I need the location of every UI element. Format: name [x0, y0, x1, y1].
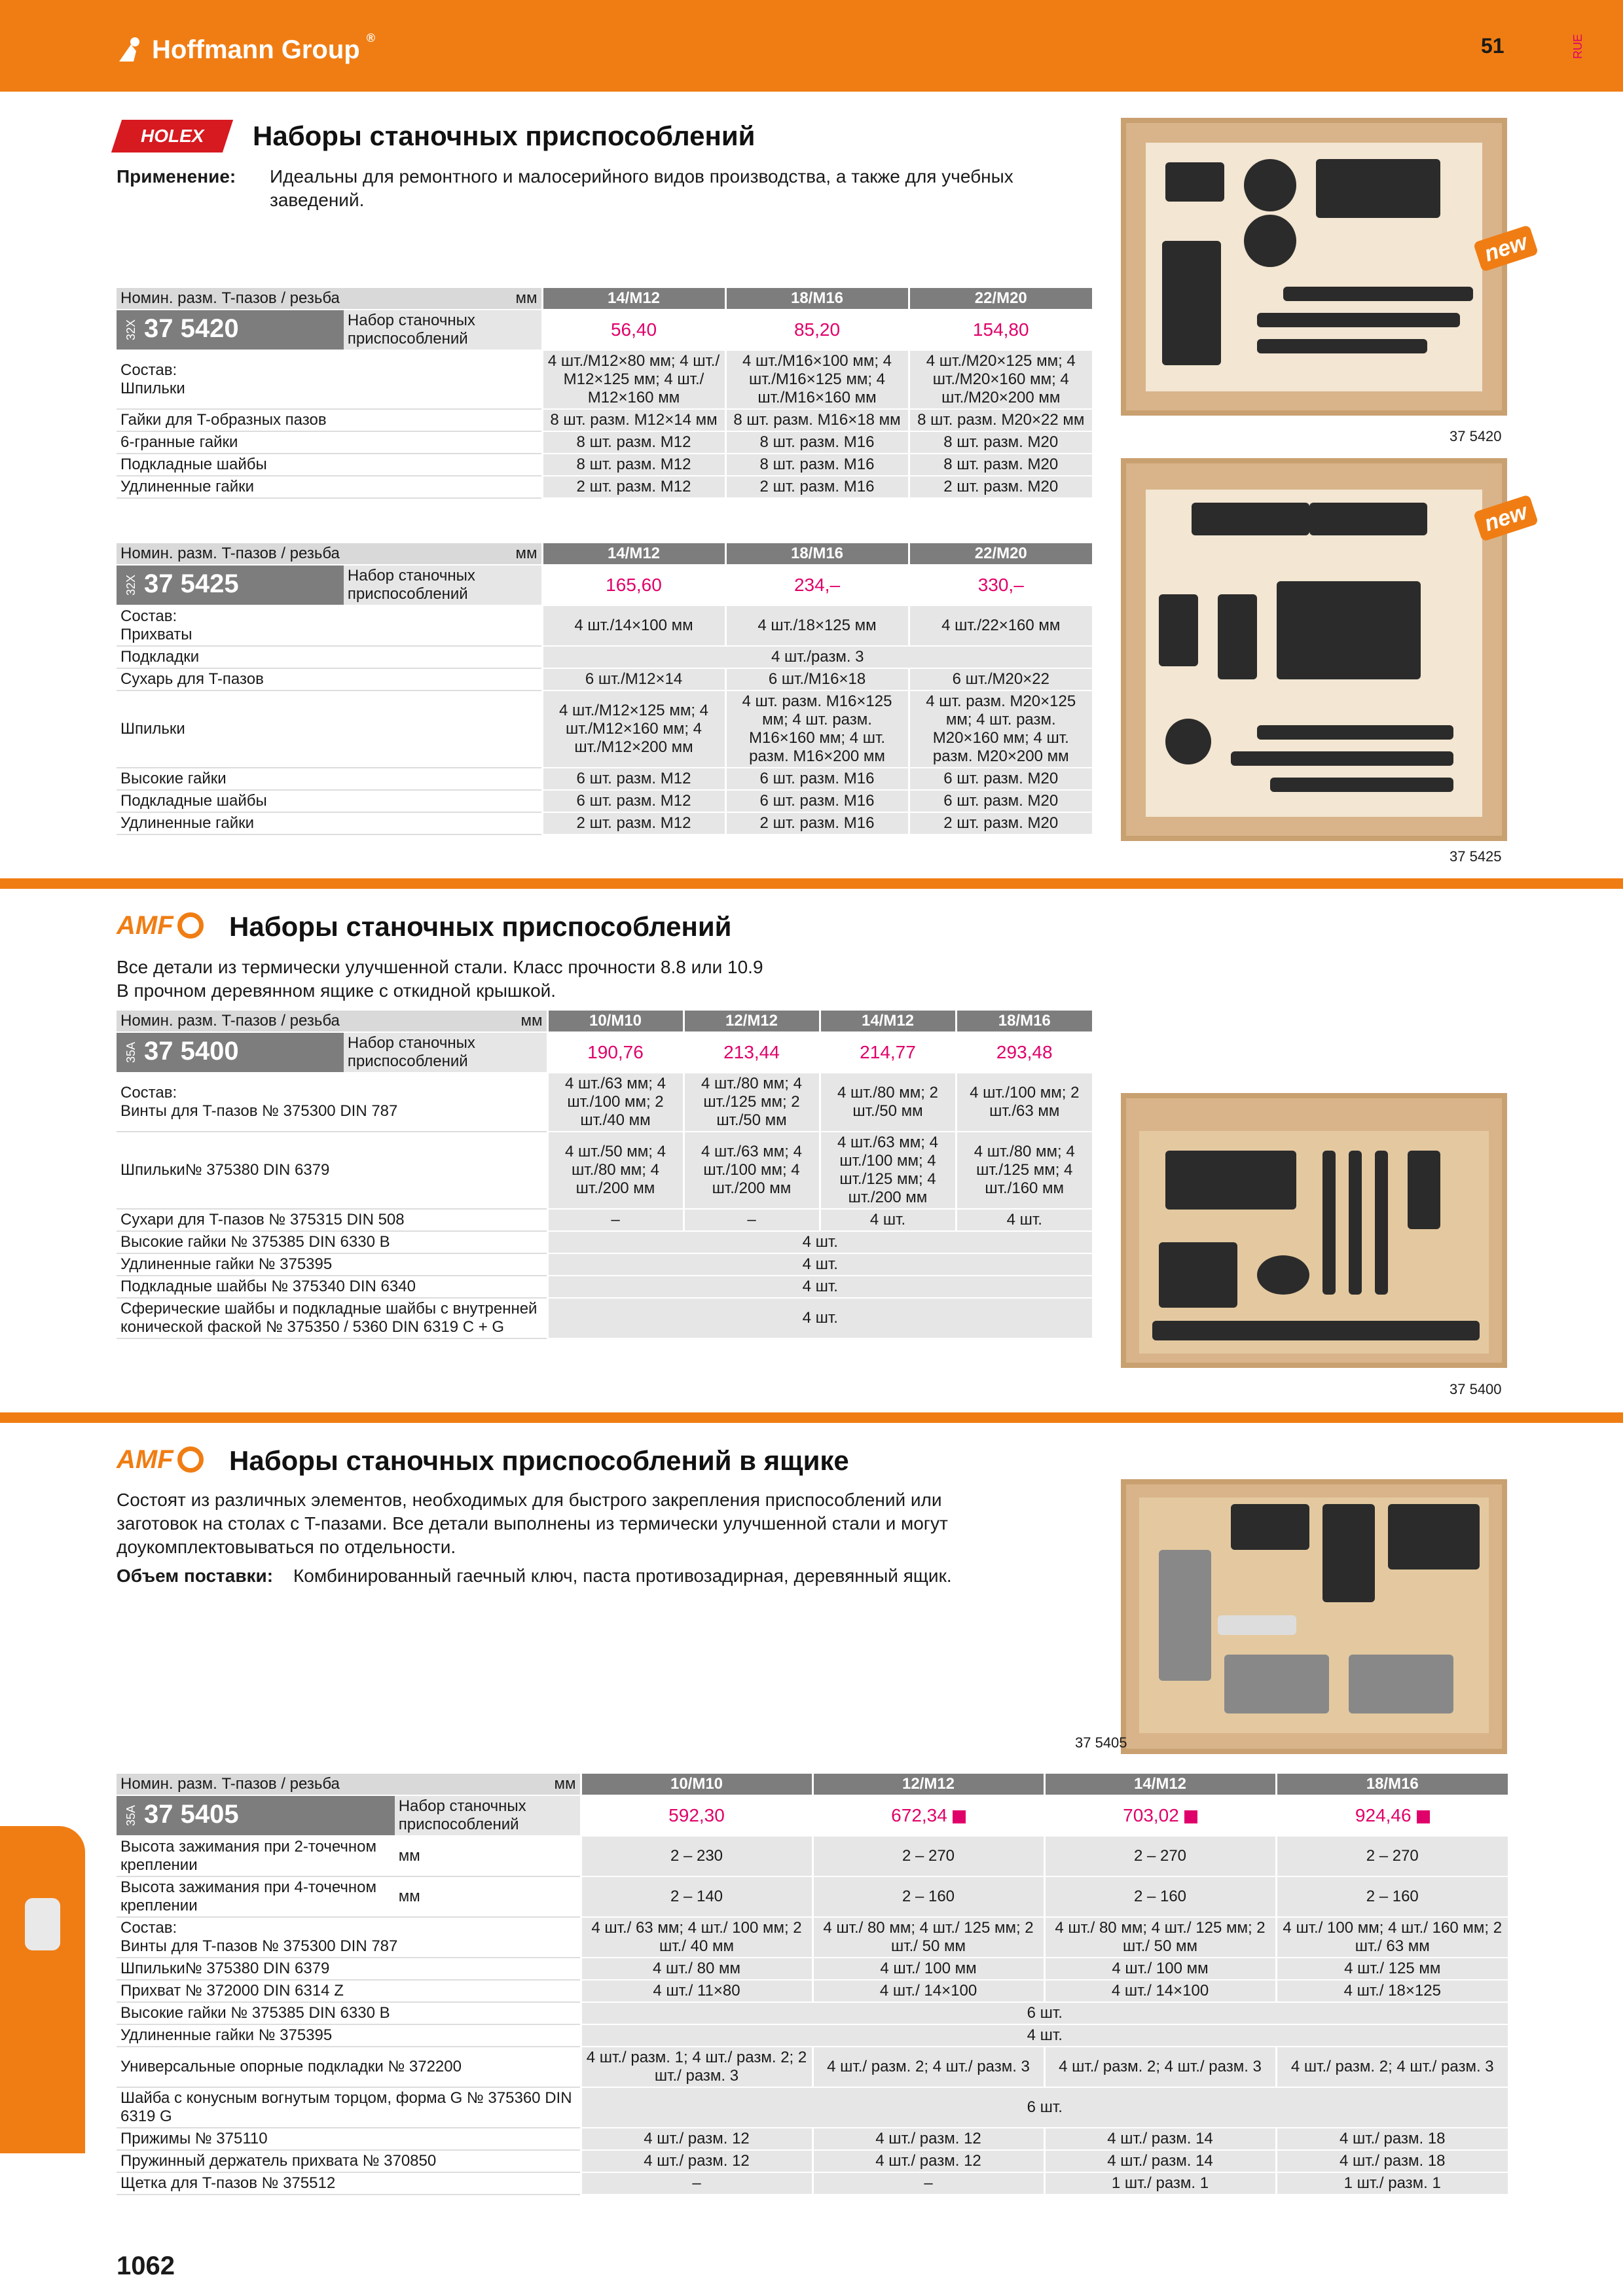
row-value: 2 – 160: [1276, 1876, 1508, 1917]
scope-label: Объем поставки:: [117, 1566, 274, 1586]
table-row: [117, 1132, 1092, 1209]
row-label: Сухари для T-пазов № 375315 DIN 508: [117, 1209, 547, 1231]
row-label: Подкладные шайбы № 375340 DIN 6340: [117, 1276, 547, 1298]
row-value: 6 шт. разм. M16: [725, 790, 909, 812]
photo3-caption: 37 5400: [1450, 1381, 1502, 1397]
row-value: 4 шт./80 мм; 4 шт./125 мм; 4 шт./160 мм: [956, 1132, 1092, 1209]
article-code: 35A: [124, 1805, 137, 1827]
table-row: [117, 1917, 1508, 1958]
header-unit: мм: [344, 543, 542, 565]
section2-text2: В прочном деревянном ящике с откидной крышкой.: [117, 980, 556, 1001]
row-value: 4 шт./ разм. 14: [1044, 2128, 1276, 2150]
section2-text1: Все детали из термически улучшенной стали. Класс прочности 8.8 или 10.9: [117, 957, 763, 977]
header-label: Номин. разм. T-пазов / резьба: [117, 1011, 344, 1032]
row-label: Высокие гайки № 375385 DIN 6330 B: [117, 2002, 581, 2024]
row-value: 4 шт./80 мм; 2 шт./50 мм: [820, 1073, 956, 1132]
row-value: 6 шт. разм. M12: [542, 790, 725, 812]
table-row: [117, 691, 1092, 768]
table-row: [117, 2024, 1508, 2047]
row-value: 4 шт./ разм. 12: [581, 2150, 812, 2172]
row-label: Высокие гайки: [117, 768, 542, 790]
table-375420: [117, 288, 1092, 499]
hoffmann-logo: [117, 31, 375, 68]
table-row: [117, 790, 1092, 812]
brand-name: Hoffmann Group: [152, 35, 360, 64]
table-header-row: [117, 543, 1092, 565]
row-value: 4 шт./ 125 мм: [1276, 1958, 1508, 1980]
row-value: 4 шт./ разм. 12: [581, 2128, 812, 2150]
row-value: 4 шт./ 80 мм: [581, 1958, 812, 1980]
row-value: 6 шт.: [581, 2002, 1508, 2024]
section3-title: Наборы станочных приспособлений в ящике: [229, 1445, 849, 1476]
row-label: Состав: Винты для T-пазов № 375300 DIN 787: [117, 1917, 581, 1958]
price: 56,40: [542, 310, 725, 350]
row-label: Шпильки№ 375380 DIN 6379: [117, 1132, 547, 1209]
table-row: [117, 1073, 1092, 1132]
row-value: 2 шт. разм. M16: [725, 812, 909, 834]
row-label: Высокие гайки № 375385 DIN 6330 B: [117, 1231, 547, 1253]
table-header-row: [117, 1011, 1092, 1032]
row-value: 6 шт. разм. M16: [725, 768, 909, 790]
row-value: –: [581, 2172, 812, 2195]
header-size: 22/M20: [909, 288, 1092, 310]
amf-logo-1: AMF: [117, 910, 204, 941]
header-size: 14/M12: [542, 288, 725, 310]
row-value: 4 шт./63 мм; 4 шт./100 мм; 4 шт./200 мм: [684, 1132, 820, 1209]
row-value: 4 шт./ 18×125: [1276, 1980, 1508, 2002]
row-label: Подкладки: [117, 646, 542, 668]
row-label: Подкладные шайбы: [117, 790, 542, 812]
table-row: [117, 454, 1092, 476]
row-value: 6 шт./M12×14: [542, 668, 725, 691]
header-size: 14/M12: [820, 1011, 956, 1032]
row-value: 6 шт.: [581, 2087, 1508, 2128]
row-value: 4 шт.: [581, 2024, 1508, 2047]
product-photo-375400: [1121, 1093, 1507, 1368]
price: 213,44: [684, 1032, 820, 1073]
price-row: [117, 1032, 1092, 1073]
table-row: [117, 668, 1092, 691]
table-row: [117, 1980, 1508, 2002]
section1-title: Наборы станочных приспособлений: [253, 120, 756, 151]
row-label: Удлиненные гайки: [117, 812, 542, 834]
row-value: 2 – 160: [1044, 1876, 1276, 1917]
header-size: 18/M16: [1276, 1774, 1508, 1795]
row-label: Состав: Винты для T-пазов № 375300 DIN 787: [117, 1073, 547, 1132]
row-value: 1 шт./ разм. 1: [1276, 2172, 1508, 2195]
page-number-bottom: 1062: [117, 2251, 175, 2280]
row-value: 6 шт. разм. M20: [909, 790, 1092, 812]
row-label: Прижимы № 375110: [117, 2128, 581, 2150]
row-value: 8 шт. разм. M20: [909, 431, 1092, 454]
header-size: 14/M12: [542, 543, 725, 565]
row-value: 4 шт./M12×80 мм; 4 шт./ M12×125 мм; 4 шт./ M12×160 мм: [542, 350, 725, 409]
row-value: 8 шт. разм. M16: [725, 454, 909, 476]
row-value: 2 шт. разм. M20: [909, 812, 1092, 834]
table-row: [117, 768, 1092, 790]
table-row: [117, 431, 1092, 454]
row-value: 8 шт. разм. M20×22 мм: [909, 409, 1092, 431]
table-row: [117, 1209, 1092, 1231]
row-value: 4 шт./ 14×100: [1044, 1980, 1276, 2002]
row-unit: мм: [395, 1836, 581, 1876]
table-row: [117, 1836, 1508, 1876]
row-value: –: [547, 1209, 684, 1231]
row-value: 4 шт./ 63 мм; 4 шт./ 100 мм; 2 шт./ 40 мм: [581, 1917, 812, 1958]
set-name: Набор станочных приспособлений: [344, 1032, 547, 1073]
table-row: [117, 1276, 1092, 1298]
price: 592,30: [581, 1795, 812, 1836]
row-value: 2 – 270: [812, 1836, 1044, 1876]
row-value: 8 шт. разм. M12×14 мм: [542, 409, 725, 431]
new-badge-2: new: [1473, 494, 1539, 542]
table-375405: [117, 1774, 1508, 2195]
row-value: 4 шт.: [956, 1209, 1092, 1231]
row-value: 2 – 140: [581, 1876, 812, 1917]
brand-suffix: ®: [366, 31, 375, 45]
table-row: [117, 1253, 1092, 1276]
row-value: 6 шт. разм. M12: [542, 768, 725, 790]
row-value: 4 шт./ разм. 2; 4 шт./ разм. 3: [1044, 2047, 1276, 2087]
table-row: [117, 2172, 1508, 2195]
table-header-row: [117, 288, 1092, 310]
price: 165,60: [542, 565, 725, 605]
header-size: 22/M20: [909, 543, 1092, 565]
row-label: Универсальные опорные подкладки № 372200: [117, 2047, 581, 2087]
row-value: 4 шт.: [547, 1231, 1092, 1253]
row-value: 4 шт./ 100 мм: [1044, 1958, 1276, 1980]
header-label: Номин. разм. T-пазов / резьба: [117, 543, 344, 565]
table-row: [117, 1298, 1092, 1338]
row-label: Удлиненные гайки № 375395: [117, 1253, 547, 1276]
section2-title: Наборы станочных приспособлений: [229, 911, 732, 942]
scope-text: Комбинированный гаечный ключ, паста противозадирная, деревянный ящик.: [293, 1566, 952, 1586]
table-row: [117, 2047, 1508, 2087]
table-row: [117, 646, 1092, 668]
table-375400: [117, 1011, 1092, 1339]
article-number: 32X 37 5425: [117, 565, 344, 605]
table-row: [117, 409, 1092, 431]
row-value: 6 шт./M20×22: [909, 668, 1092, 691]
row-value: 4 шт./ разм. 14: [1044, 2150, 1276, 2172]
article-code: 35A: [124, 1042, 137, 1064]
price: 234,–: [725, 565, 909, 605]
amf-logo-2: AMF: [117, 1444, 204, 1475]
price: 672,34: [812, 1795, 1044, 1836]
header-size: 10/M10: [547, 1011, 684, 1032]
price: 330,–: [909, 565, 1092, 605]
row-value: 4 шт./80 мм; 4 шт./125 мм; 2 шт./50 мм: [684, 1073, 820, 1132]
order-marker-icon: [1184, 1810, 1197, 1823]
row-label: Сухарь для T-пазов: [117, 668, 542, 691]
row-value: 4 шт./ разм. 18: [1276, 2128, 1508, 2150]
clamp-icon: [25, 1898, 60, 1950]
row-value: 8 шт. разм. M12: [542, 454, 725, 476]
article-number: 32X 37 5420: [117, 310, 344, 350]
row-value: 1 шт./ разм. 1: [1044, 2172, 1276, 2195]
table-row: [117, 2087, 1508, 2128]
price: 293,48: [956, 1032, 1092, 1073]
side-tab: [0, 1826, 85, 2153]
page-header: [0, 0, 1623, 92]
row-value: 2 шт. разм. M12: [542, 812, 725, 834]
row-value: –: [684, 1209, 820, 1231]
header-size: 18/M16: [956, 1011, 1092, 1032]
price: 703,02: [1044, 1795, 1276, 1836]
row-label: Щетка для T-пазов № 375512: [117, 2172, 581, 2195]
row-label: Высота зажимания при 4-точечном креплении: [117, 1876, 395, 1917]
side-code: RUE: [1571, 34, 1584, 60]
row-value: 4 шт./18×125 мм: [725, 605, 909, 646]
row-value: 4 шт./M12×125 мм; 4 шт./M12×160 мм; 4 шт./M12×200 мм: [542, 691, 725, 768]
table-row: [117, 2128, 1508, 2150]
photo2-caption: 37 5425: [1450, 848, 1502, 865]
product-photo-375405: [1121, 1479, 1507, 1754]
row-value: 4 шт./ 80 мм; 4 шт./ 125 мм; 2 шт./ 50 мм: [1044, 1917, 1276, 1958]
row-value: 4 шт.: [820, 1209, 956, 1231]
price: 154,80: [909, 310, 1092, 350]
row-value: 2 – 230: [581, 1836, 812, 1876]
table-row: [117, 1958, 1508, 1980]
header-size: 12/M12: [684, 1011, 820, 1032]
header-unit: мм: [344, 288, 542, 310]
holex-logo: HOLEX: [111, 120, 233, 152]
photo1-caption: 37 5420: [1450, 428, 1502, 444]
header-size: 12/M12: [812, 1774, 1044, 1795]
row-label: Шпильки: [117, 691, 542, 768]
row-value: 8 шт. разм. M16: [725, 431, 909, 454]
price: 924,46: [1276, 1795, 1508, 1836]
header-size: 14/M12: [1044, 1774, 1276, 1795]
section3-text: Состоят из различных элементов, необходимых для быстрого закрепления приспособлений или заготовок на столах с T-пазами. Все детали выполнены из термически улучшенной стали и могут доукомплектовываться по отдельности.: [117, 1490, 948, 1557]
row-value: 4 шт./ разм. 12: [812, 2128, 1044, 2150]
row-value: 6 шт./M16×18: [725, 668, 909, 691]
row-value: 4 шт.: [547, 1253, 1092, 1276]
row-label: Удлиненные гайки: [117, 476, 542, 498]
article-number: 35A 37 5405: [117, 1795, 395, 1836]
header-size: 18/M16: [725, 288, 909, 310]
row-value: 4 шт./разм. 3: [542, 646, 1092, 668]
row-value: 4 шт./100 мм; 2 шт./63 мм: [956, 1073, 1092, 1132]
application-text: Идеальны для ремонтного и малосерийного видов производства, а также для учебных заведений.: [270, 166, 1013, 210]
row-value: 4 шт./ 11×80: [581, 1980, 812, 2002]
header-size: 10/M10: [581, 1774, 812, 1795]
table-row: [117, 1876, 1508, 1917]
row-value: 4 шт./ 100 мм: [812, 1958, 1044, 1980]
row-value: 4 шт. разм. M20×125 мм; 4 шт. разм. M20×160 мм; 4 шт. разм. M20×200 мм: [909, 691, 1092, 768]
row-label: Пружинный держатель прихвата № 370850: [117, 2150, 581, 2172]
row-value: 2 – 270: [1044, 1836, 1276, 1876]
article-code: 32X: [124, 575, 137, 596]
row-label: Шайба с конусным вогнутым торцом, форма G № 375360 DIN 6319 G: [117, 2087, 581, 2128]
price: 214,77: [820, 1032, 956, 1073]
header-size: 18/M16: [725, 543, 909, 565]
row-value: 4 шт./ 80 мм; 4 шт./ 125 мм; 2 шт./ 50 мм: [812, 1917, 1044, 1958]
logo-mark-icon: [117, 35, 145, 64]
row-value: 2 шт. разм. M16: [725, 476, 909, 498]
row-label: Сферические шайбы и подкладные шайбы с внутренней конической фаской № 375350 / 5360 DIN 6319 C + G: [117, 1298, 547, 1338]
row-label: Гайки для T-образных пазов: [117, 409, 542, 431]
row-value: 8 шт. разм. M12: [542, 431, 725, 454]
row-value: 4 шт.: [547, 1276, 1092, 1298]
row-value: 8 шт. разм. M20: [909, 454, 1092, 476]
row-value: 6 шт. разм. M20: [909, 768, 1092, 790]
row-label: Прихват № 372000 DIN 6314 Z: [117, 1980, 581, 2002]
row-value: 4 шт./ 14×100: [812, 1980, 1044, 2002]
article-code: 32X: [124, 319, 137, 341]
table-row: [117, 350, 1092, 409]
header-label: Номин. разм. T-пазов / резьба: [117, 1774, 395, 1795]
order-marker-icon: [953, 1810, 966, 1823]
row-label: 6-гранные гайки: [117, 431, 542, 454]
row-value: 4 шт./ разм. 12: [812, 2150, 1044, 2172]
row-value: 4 шт./ разм. 1; 4 шт./ разм. 2; 2 шт./ разм. 3: [581, 2047, 812, 2087]
new-badge-1: new: [1473, 224, 1539, 272]
section-separator-2: [0, 1412, 1623, 1423]
header-unit: мм: [344, 1011, 547, 1032]
table-row: [117, 812, 1092, 834]
order-marker-icon: [1417, 1810, 1430, 1823]
price: 190,76: [547, 1032, 684, 1073]
row-value: 2 – 270: [1276, 1836, 1508, 1876]
application-label: Применение:: [117, 166, 236, 187]
header-label: Номин. разм. T-пазов / резьба: [117, 288, 344, 310]
row-value: 4 шт./63 мм; 4 шт./100 мм; 2 шт./40 мм: [547, 1073, 684, 1132]
row-value: 4 шт./50 мм; 4 шт./80 мм; 4 шт./200 мм: [547, 1132, 684, 1209]
row-value: 4 шт.: [547, 1298, 1092, 1338]
table-375425: [117, 543, 1092, 835]
row-label: Состав: Прихваты: [117, 605, 542, 646]
price-row: [117, 1795, 1508, 1836]
price-row: [117, 310, 1092, 350]
row-value: 8 шт. разм. M16×18 мм: [725, 409, 909, 431]
row-label: Шпильки№ 375380 DIN 6379: [117, 1958, 581, 1980]
row-value: 4 шт./ разм. 2; 4 шт./ разм. 3: [812, 2047, 1044, 2087]
article-number: 35A 37 5400: [117, 1032, 344, 1073]
table-row: [117, 476, 1092, 498]
header-unit: мм: [395, 1774, 581, 1795]
row-value: 4 шт./M20×125 мм; 4 шт./M20×160 мм; 4 шт./M20×200 мм: [909, 350, 1092, 409]
row-value: 4 шт./ разм. 18: [1276, 2150, 1508, 2172]
section-separator-1: [0, 878, 1623, 889]
set-name: Набор станочных приспособлений: [344, 310, 542, 350]
price: 85,20: [725, 310, 909, 350]
row-value: 4 шт./ 100 мм; 4 шт./ 160 мм; 2 шт./ 63 мм: [1276, 1917, 1508, 1958]
row-value: 2 шт. разм. M12: [542, 476, 725, 498]
table-row: [117, 1231, 1092, 1253]
row-value: –: [812, 2172, 1044, 2195]
row-value: 4 шт./63 мм; 4 шт./100 мм; 4 шт./125 мм; 4 шт./200 мм: [820, 1132, 956, 1209]
row-value: 2 шт. разм. M20: [909, 476, 1092, 498]
row-unit: мм: [395, 1876, 581, 1917]
table-row: [117, 2150, 1508, 2172]
row-value: 4 шт. разм. M16×125 мм; 4 шт. разм. M16×160 мм; 4 шт. разм. M16×200 мм: [725, 691, 909, 768]
product-photo-375425: [1121, 458, 1507, 841]
photo4-caption: 37 5405: [1075, 1734, 1127, 1751]
row-label: Подкладные шайбы: [117, 454, 542, 476]
price-row: [117, 565, 1092, 605]
set-name: Набор станочных приспособлений: [344, 565, 542, 605]
table-row: [117, 2002, 1508, 2024]
row-label: Состав: Шпильки: [117, 350, 542, 409]
amf-gear-icon: [177, 912, 204, 939]
amf-gear-icon: [177, 1446, 204, 1473]
row-value: 4 шт./14×100 мм: [542, 605, 725, 646]
row-label: Удлиненные гайки № 375395: [117, 2024, 581, 2047]
page-number-top: 51: [1481, 34, 1504, 58]
set-name: Набор станочных приспособлений: [395, 1795, 581, 1836]
row-value: 4 шт./ разм. 2; 4 шт./ разм. 3: [1276, 2047, 1508, 2087]
row-value: 4 шт./22×160 мм: [909, 605, 1092, 646]
table-header-row: [117, 1774, 1508, 1795]
row-value: 4 шт./M16×100 мм; 4 шт./M16×125 мм; 4 шт./M16×160 мм: [725, 350, 909, 409]
table-row: [117, 605, 1092, 646]
row-label: Высота зажимания при 2-точечном креплении: [117, 1836, 395, 1876]
row-value: 2 – 160: [812, 1876, 1044, 1917]
product-photo-375420: [1121, 118, 1507, 416]
